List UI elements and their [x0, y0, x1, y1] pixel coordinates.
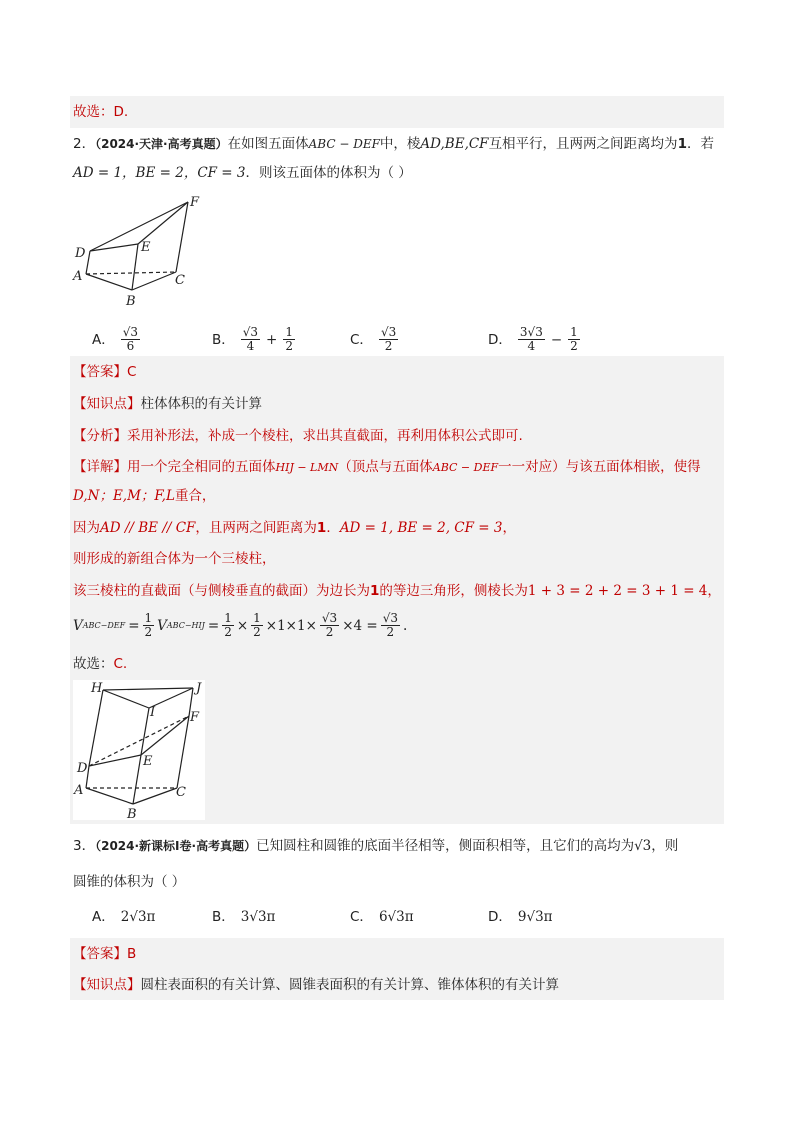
q3-option-d[interactable]: D． 9√3π — [488, 909, 553, 925]
prism-figure — [73, 680, 205, 820]
q3-option-c[interactable]: C． 6√3π — [350, 909, 414, 925]
vertex-label-H: H — [91, 681, 103, 696]
vertex-label-J: J — [196, 681, 202, 696]
volume-formula: V ABC−DEF = $\frac{1}{2}$ V ABC−HIJ = $\frac{1}{2}$ × $\frac{1}{2}$ ×1×1× $\frac{√3}{2}$ ×4 = $\frac{√3}{2}$ . — [73, 611, 408, 639]
vertex-label-A2: A — [74, 783, 84, 798]
q2-detail-line-4: 则形成的新组合体为一个三棱柱， — [73, 551, 276, 567]
pentahedron-figure — [70, 194, 210, 310]
q1-choose-line: 故选：D. — [73, 104, 129, 120]
vertex-label-B2: B — [127, 807, 137, 820]
vertex-label-A: A — [73, 269, 83, 284]
q2-option-b[interactable]: B． $\frac{√3}{4}$ + $\frac{1}{2}$ — [212, 325, 293, 353]
q3-option-a[interactable]: A． 2√3π — [92, 909, 156, 925]
q2-option-c[interactable]: C． $\frac{√3}{2}$ — [350, 325, 397, 353]
q3-stem-line-1: 3．（2024·新课标Ⅰ卷·高考真题）已知圆柱和圆锥的底面半径相等，侧面积相等，且它们的高均为√3，则 — [73, 838, 679, 854]
vertex-label-I: I — [150, 705, 156, 720]
vertex-label-D2: D — [77, 761, 88, 776]
q3-stem-line-2: 圆锥的体积为（ ） — [73, 874, 186, 890]
q2-analysis-line: 【分析】采用补形法，补成一个棱柱，求出其直截面，再利用体积公式即可. — [73, 428, 523, 444]
q2-option-d[interactable]: D． $\frac{3√3}{4}$ − $\frac{1}{2}$ — [488, 325, 578, 353]
q2-stem-line-2: AD = 1，BE = 2，CF = 3．则该五面体的体积为（ ） — [73, 165, 412, 181]
vertex-label-E2: E — [143, 754, 153, 769]
question-source: （2024·天津·高考真题） — [95, 137, 228, 151]
vertex-label-E: E — [141, 240, 151, 255]
question-source: （2024·新课标Ⅰ卷·高考真题） — [95, 839, 257, 853]
q2-answer-line: 【答案】C — [73, 364, 137, 380]
q2-stem-line-1: 2．（2024·天津·高考真题）在如图五面体ABC − DEF中，棱AD,BE,CF互相平行，且两两之间距离均为1．若 — [73, 136, 714, 152]
q2-choose-line: 故选：C. — [73, 656, 128, 672]
vertex-label-C2: C — [176, 785, 186, 800]
q2-detail-line-2: D,N；E,M；F,L重合， — [73, 488, 216, 504]
q1-choose-band — [70, 96, 724, 128]
q2-detail-line-3: 因为AD // BE // CF，且两两之间距离为1．AD = 1, BE = 2, CF = 3， — [73, 520, 516, 536]
vertex-label-F2: F — [190, 710, 200, 725]
vertex-label-D: D — [75, 246, 86, 261]
q2-knowledge-line: 【知识点】柱体体积的有关计算 — [73, 396, 262, 412]
q3-knowledge-line: 【知识点】圆柱表面积的有关计算、圆锥表面积的有关计算、锥体体积的有关计算 — [73, 977, 559, 993]
vertex-label-B: B — [126, 294, 136, 309]
vertex-label-C: C — [175, 273, 185, 288]
question-number: 2． — [73, 136, 96, 152]
q2-detail-line-1: 【详解】用一个完全相同的五面体HIJ − LMN（顶点与五面体ABC − DEF一一对应）与该五面体相嵌，使得 — [73, 459, 701, 475]
question-number: 3． — [73, 838, 96, 854]
q2-detail-line-5: 该三棱柱的直截面（与侧棱垂直的截面）为边长为1的等边三角形，侧棱长为1 + 3 = 2 + 2 = 3 + 1 = 4， — [73, 583, 721, 599]
q2-option-a[interactable]: A． $\frac{√3}{6}$ — [92, 325, 139, 353]
vertex-label-F: F — [190, 195, 200, 210]
q3-answer-line: 【答案】B — [73, 946, 137, 962]
q3-option-b[interactable]: B． 3√3π — [212, 909, 276, 925]
